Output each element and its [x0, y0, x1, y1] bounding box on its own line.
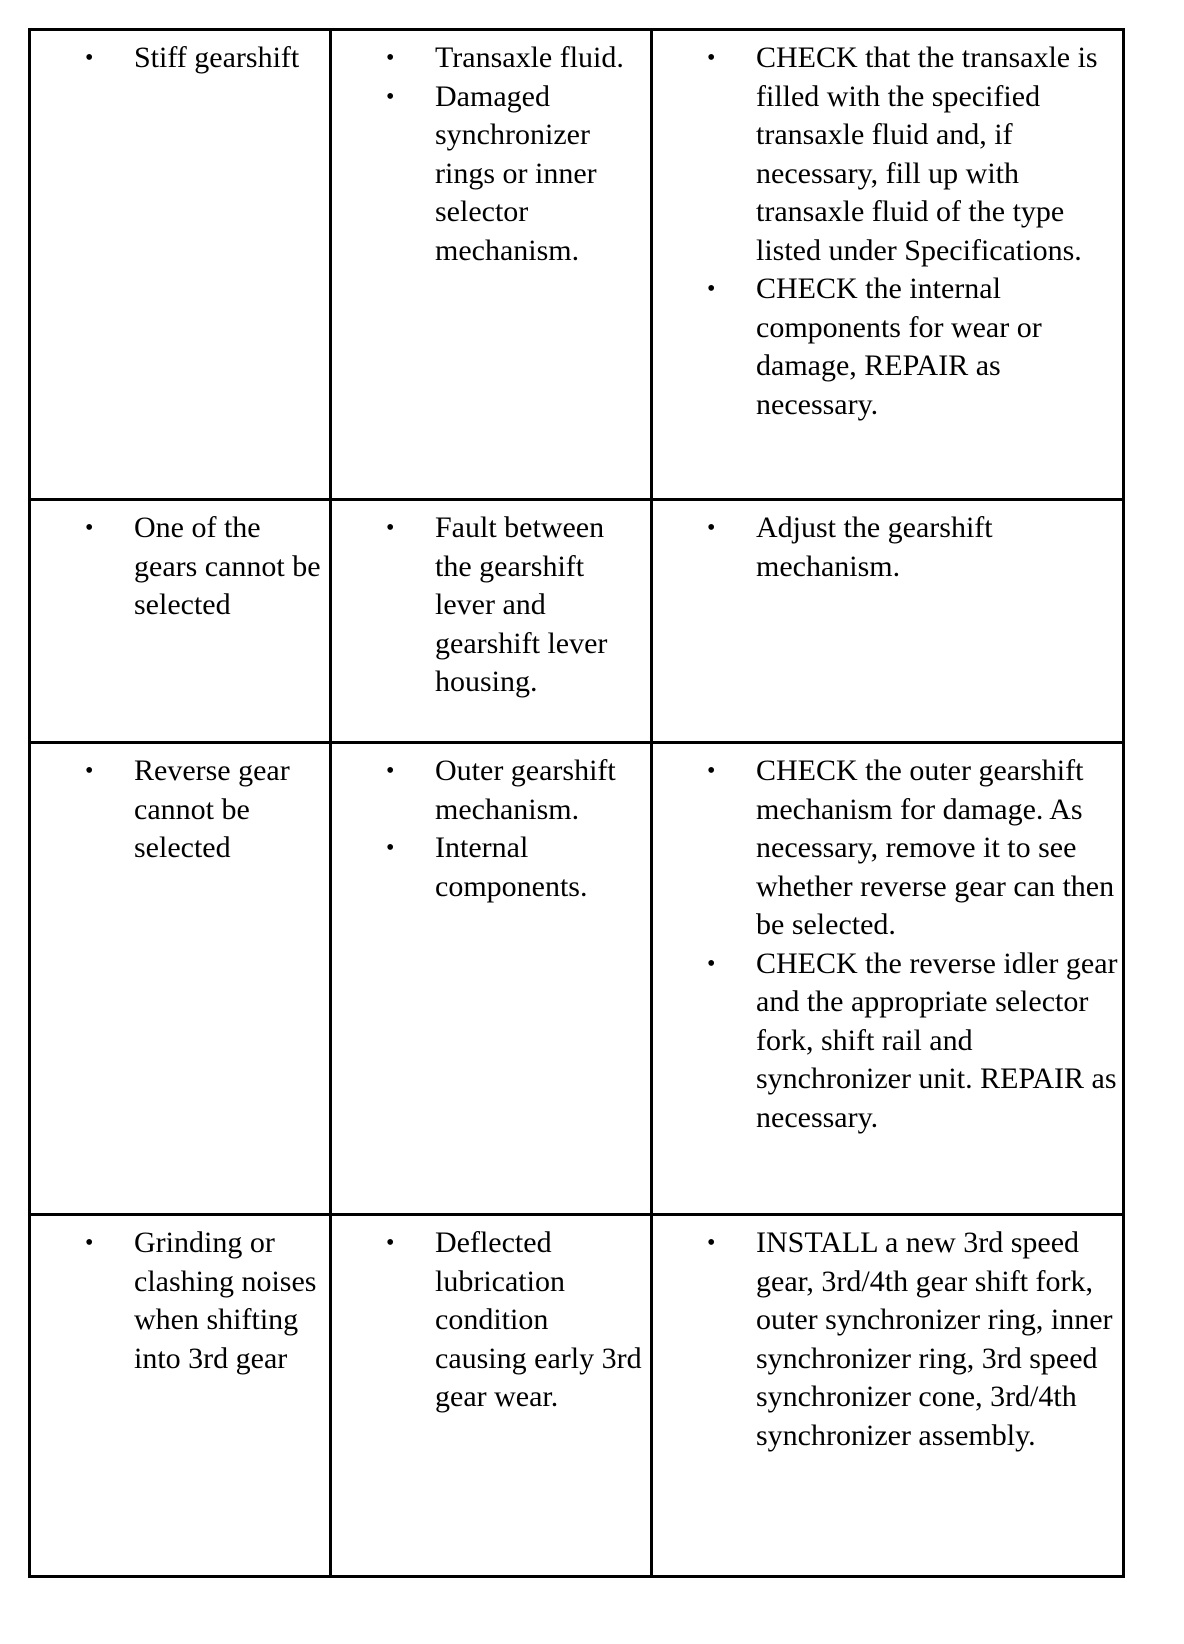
- list-item: • Stiff gearshift: [31, 39, 325, 78]
- cause-list: [332, 31, 650, 270]
- action-list: [653, 501, 1122, 586]
- symptom-cell: [30, 30, 331, 500]
- list-item: • Deflected lubrication condition causing early 3rd gear wear.: [332, 1224, 646, 1417]
- action-list: [653, 744, 1122, 1137]
- list-item: • Grinding or clashing noises when shifting into 3rd gear: [31, 1224, 325, 1378]
- list-item: • Reverse gear cannot be selected: [31, 752, 325, 868]
- list-item: • CHECK the internal components for wear or damage, REPAIR as necessary.: [653, 270, 1118, 424]
- cause-cell: [331, 1215, 652, 1577]
- list-item: • INSTALL a new 3rd speed gear, 3rd/4th gear shift fork, outer synchronizer ring, inner synchronizer ring, 3rd speed synchronizer cone, 3rd/4th synchronizer assembly.: [653, 1224, 1118, 1455]
- symptom-list: [31, 501, 329, 625]
- symptom-list: [31, 744, 329, 868]
- action-cell: [652, 500, 1124, 743]
- cause-cell: [331, 743, 652, 1215]
- cause-list: [332, 744, 650, 906]
- action-list: [653, 31, 1122, 424]
- symptom-list: [31, 31, 329, 78]
- action-cell: [652, 30, 1124, 500]
- table-row: [30, 1215, 1124, 1577]
- symptom-cell: [30, 1215, 331, 1577]
- list-item: • One of the gears cannot be selected: [31, 509, 325, 625]
- symptom-list: [31, 1216, 329, 1378]
- symptom-cell: [30, 500, 331, 743]
- diagnosis-table: [28, 28, 1125, 1578]
- list-item: • Damaged synchronizer rings or inner selector mechanism.: [332, 78, 646, 271]
- list-item: • CHECK the reverse idler gear and the appropriate selector fork, shift rail and synchronizer unit. REPAIR as necessary.: [653, 945, 1118, 1138]
- list-item: • CHECK the outer gearshift mechanism for damage. As necessary, remove it to see whether reverse gear can then be selected.: [653, 752, 1118, 945]
- cause-cell: [331, 30, 652, 500]
- cause-list: [332, 1216, 650, 1417]
- list-item: • CHECK that the transaxle is filled with the specified transaxle fluid and, if necessary, fill up with transaxle fluid of the type listed under Specifications.: [653, 39, 1118, 270]
- symptom-cell: [30, 743, 331, 1215]
- cause-cell: [331, 500, 652, 743]
- list-item: • Outer gearshift mechanism.: [332, 752, 646, 829]
- table-row: [30, 743, 1124, 1215]
- table-row: [30, 500, 1124, 743]
- action-cell: [652, 743, 1124, 1215]
- list-item: • Transaxle fluid.: [332, 39, 646, 78]
- list-item: • Fault between the gearshift lever and gearshift lever housing.: [332, 509, 646, 702]
- list-item: • Internal components.: [332, 829, 646, 906]
- action-cell: [652, 1215, 1124, 1577]
- table-row: [30, 30, 1124, 500]
- cause-list: [332, 501, 650, 702]
- action-list: [653, 1216, 1122, 1455]
- list-item: • Adjust the gearshift mechanism.: [653, 509, 1118, 586]
